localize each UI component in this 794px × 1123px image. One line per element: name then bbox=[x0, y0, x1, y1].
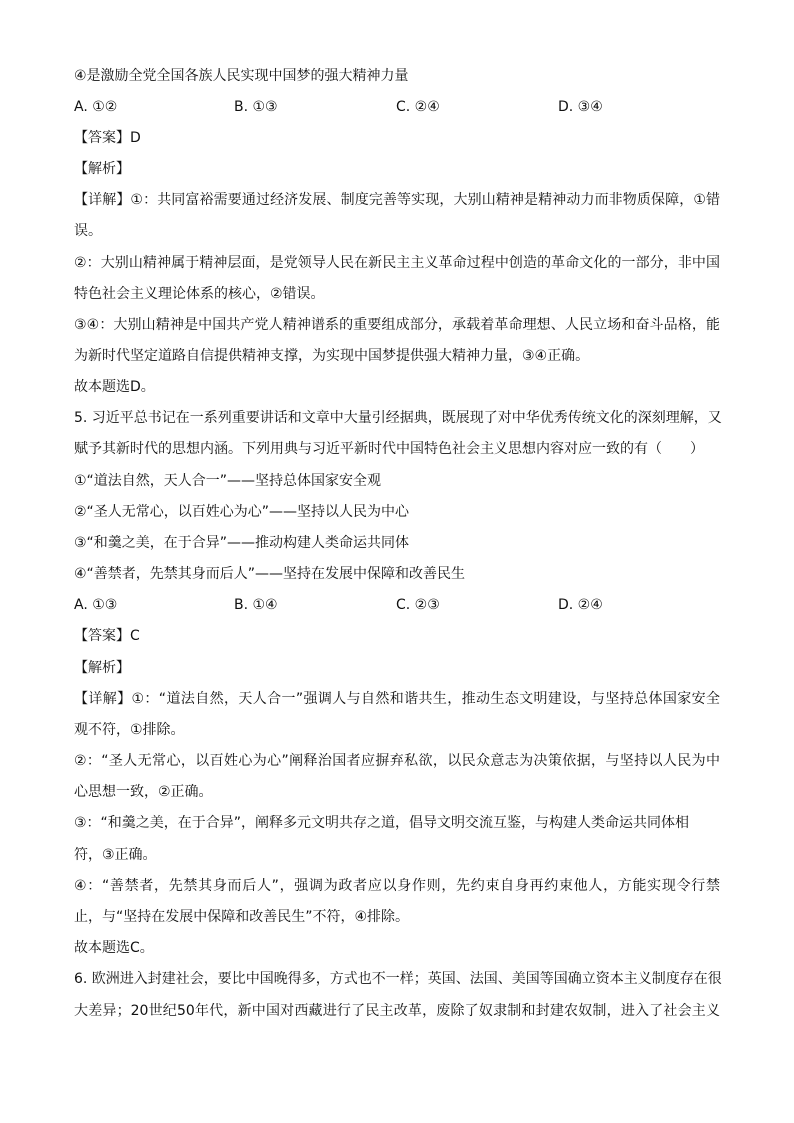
q5-option-b: B. ①④ bbox=[234, 597, 278, 613]
q5-option-c: C. ②③ bbox=[396, 597, 440, 613]
q4-options bbox=[74, 97, 714, 117]
q5-detail-line: ④：“善禁者，先禁其身而后人”，强调为政者应以身作则，先约束自身再约束他人，方能实现令行禁 bbox=[74, 878, 720, 894]
q4-option-b: B. ①③ bbox=[234, 99, 278, 115]
q4-option-c: C. ②④ bbox=[396, 99, 440, 115]
q5-detail-line: 心思想一致，②正确。 bbox=[74, 784, 213, 800]
q5-answer: 【答案】C bbox=[74, 628, 140, 644]
q4-detail-line: 为新时代坚定道路自信提供精神支撑，为实现中国梦提供强大精神力量，③④正确。 bbox=[74, 348, 590, 364]
q5-detail-line: 符，③正确。 bbox=[74, 847, 157, 863]
q4-answer: 【答案】D bbox=[74, 130, 141, 146]
q5-detail-line: ②：“圣人无常心，以百姓心为心”阐释治国者应摒弃私欲，以民众意志为决策依据，与坚持以人民为中 bbox=[74, 753, 720, 769]
q5-stem-line: 赋予其新时代的思想内涵。下列用典与习近平新时代中国特色社会主义思想内容对应一致的有（ ） bbox=[74, 441, 704, 457]
q5-detail-line: 【详解】①：“道法自然，天人合一”强调人与自然和谐共生，推动生态文明建设，与坚持总体国家安全 bbox=[74, 691, 720, 707]
q4-option-a: A. ①② bbox=[74, 99, 118, 115]
q4-conclusion: 故本题选D。 bbox=[74, 379, 155, 395]
q5-detail-line: ③：“和羹之美，在于合异”，阐释多元文明共存之道，倡导文明交流互鉴，与构建人类命运共同体相 bbox=[74, 815, 690, 831]
q5-stem-line: 5. 习近平总书记在一系列重要讲话和文章中大量引经据典，既展现了对中华优秀传统文化的深刻理解，又 bbox=[74, 410, 722, 426]
q5-statement-3: ③“和羹之美，在于合异”——推动构建人类命运共同体 bbox=[74, 535, 410, 551]
q5-statement-4: ④“善禁者，先禁其身而后人”——坚持在发展中保障和改善民生 bbox=[74, 566, 466, 582]
q5-conclusion: 故本题选C。 bbox=[74, 940, 154, 956]
q5-detail-line: 观不符，①排除。 bbox=[74, 722, 185, 738]
q4-statement-4: ④是激励全党全国各族人民实现中国梦的强大精神力量 bbox=[74, 68, 409, 84]
q4-detail-line: 误。 bbox=[74, 223, 102, 239]
q4-detail-line: ②：大别山精神属于精神层面，是党领导人民在新民主主义革命过程中创造的革命文化的一部分，非中国 bbox=[74, 255, 720, 271]
q5-analysis-heading: 【解析】 bbox=[74, 660, 130, 676]
q6-stem-line: 大差异；20世纪50年代，新中国对西藏进行了民主改革，废除了奴隶制和封建农奴制，进入了社会主义 bbox=[74, 1003, 720, 1019]
q5-detail-line: 止，与“坚持在发展中保障和改善民生”不符，④排除。 bbox=[74, 909, 410, 925]
q5-statement-2: ②“圣人无常心，以百姓心为心”——坚持以人民为中心 bbox=[74, 504, 410, 520]
q4-option-d: D. ③④ bbox=[558, 99, 603, 115]
q5-option-d: D. ②④ bbox=[558, 597, 603, 613]
q4-detail-line: ③④：大别山精神是中国共产党人精神谱系的重要组成部分，承载着革命理想、人民立场和奋斗品格，能 bbox=[74, 317, 720, 333]
q5-statement-1: ①“道法自然，天人合一”——坚持总体国家安全观 bbox=[74, 473, 382, 489]
q5-options bbox=[74, 595, 714, 615]
q4-detail-line: 特色社会主义理论体系的核心，②错误。 bbox=[74, 286, 325, 302]
q6-stem-line: 6. 欧洲进入封建社会，要比中国晚得多，方式也不一样；英国、法国、美国等国确立资本主义制度存在很 bbox=[74, 971, 722, 987]
q4-analysis-heading: 【解析】 bbox=[74, 161, 130, 177]
q4-detail-line: 【详解】①：共同富裕需要通过经济发展、制度完善等实现，大别山精神是精神动力而非物质保障，①错 bbox=[74, 192, 720, 208]
q5-option-a: A. ①③ bbox=[74, 597, 118, 613]
